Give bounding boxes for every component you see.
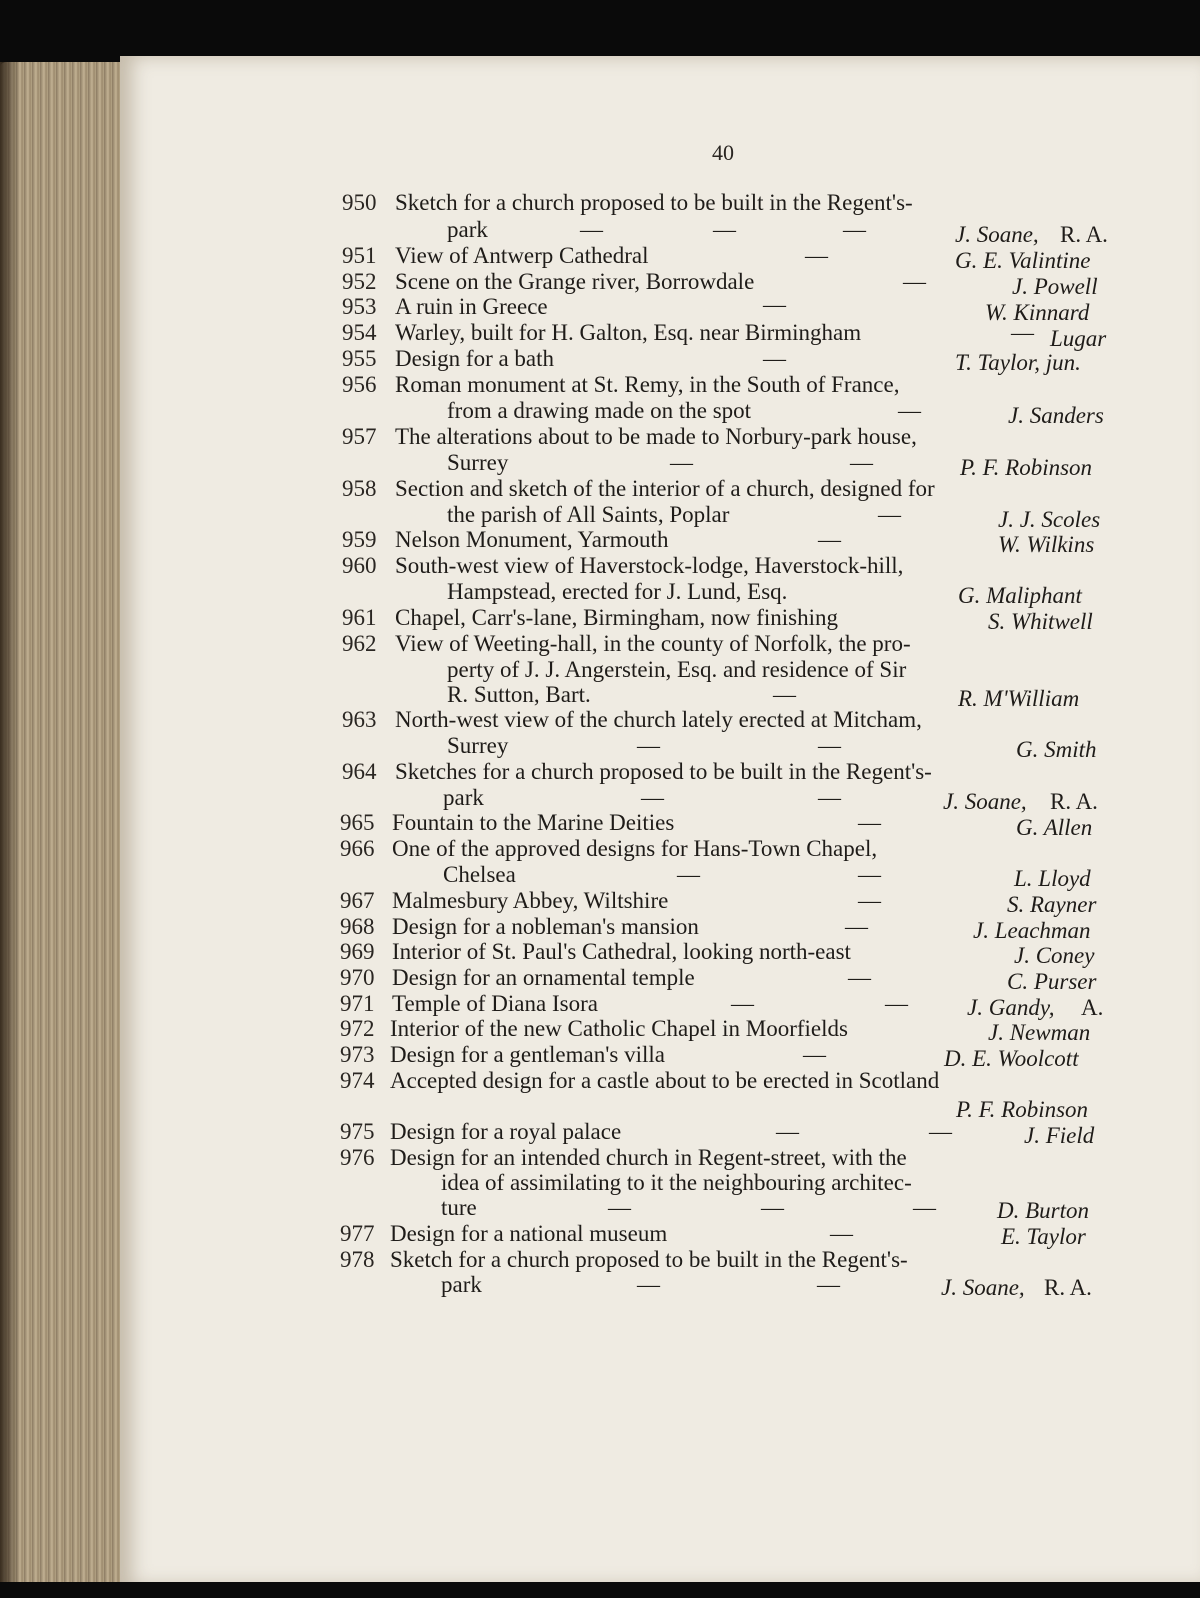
entry-author: J. J. Scoles <box>998 507 1101 532</box>
entry-title: A ruin in Greece <box>395 294 548 319</box>
entry-author: J. Powell <box>1012 274 1098 299</box>
entry-author: S. Rayner <box>1007 892 1097 917</box>
entry-title-continued: Chelsea <box>443 862 516 887</box>
entry-author: G. Smith <box>1016 737 1097 762</box>
entry-title-continued: the parish of All Saints, Poplar <box>447 502 730 527</box>
dash: — <box>903 269 926 294</box>
entry-number: 953 <box>342 294 377 319</box>
entry-number: 968 <box>340 914 375 939</box>
entry-title-continued: ture <box>441 1195 477 1220</box>
entry-title: Sketch for a church proposed to be built in the Regent's- <box>395 190 913 215</box>
entry-title: Section and sketch of the interior of a church, designed for <box>395 476 935 501</box>
entry-author: J. Soane, <box>941 1275 1025 1300</box>
entry-title: Design for an ornamental temple <box>392 965 695 990</box>
dash: — <box>1011 320 1034 345</box>
entry-title: North-west view of the church lately erected at Mitcham, <box>395 707 922 732</box>
dash: — <box>913 1195 936 1220</box>
dash: — <box>805 243 828 268</box>
entry-author: S. Whitwell <box>988 609 1093 634</box>
entry-author: G. Maliphant <box>958 583 1082 608</box>
entry-author: C. Purser <box>1007 969 1097 994</box>
entry-number: 958 <box>342 476 377 501</box>
entry-number: 975 <box>340 1119 375 1144</box>
entry-title: Scene on the Grange river, Borrowdale <box>395 269 755 294</box>
entry-title-continued: from a drawing made on the spot <box>447 398 752 423</box>
dash: — <box>845 914 868 939</box>
entry-title: Design for a nobleman's mansion <box>392 914 699 939</box>
entry-title: Interior of St. Paul's Cathedral, looking north-east <box>392 939 851 964</box>
entry-number: 960 <box>342 553 377 578</box>
entry-number: 970 <box>340 965 375 990</box>
entry-number: 972 <box>340 1016 375 1041</box>
entry-author-suffix: A. <box>1081 995 1104 1020</box>
entry-title-continued: park <box>447 217 488 242</box>
entry-author: D. E. Woolcott <box>944 1046 1079 1071</box>
entry-title: Accepted design for a castle about to be erected in Scotland <box>390 1068 940 1093</box>
entry-number: 967 <box>340 888 375 913</box>
entry-title: Sketches for a church proposed to be built in the Regent's- <box>395 759 932 784</box>
entry-title: Interior of the new Catholic Chapel in Moorfields <box>390 1016 848 1041</box>
dash: — <box>580 217 603 242</box>
entry-title: South-west view of Haverstock-lodge, Haverstock-hill, <box>395 553 904 578</box>
entry-title: The alterations about to be made to Norbury-park house, <box>395 424 917 449</box>
dash: — <box>641 785 664 810</box>
entry-title: Warley, built for H. Galton, Esq. near Birmingham <box>395 320 862 345</box>
entry-number: 956 <box>342 372 377 397</box>
entry-title-continued: Surrey <box>447 733 509 758</box>
dash: — <box>830 1221 853 1246</box>
dash: — <box>848 965 871 990</box>
entry-author: W. Wilkins <box>998 532 1095 557</box>
entry-author: J. Coney <box>1014 943 1095 968</box>
entry-number: 963 <box>342 707 377 732</box>
entry-number: 973 <box>340 1042 375 1067</box>
entry-number: 974 <box>340 1068 375 1093</box>
entry-title: Sketch for a church proposed to be built in the Regent's- <box>390 1247 908 1272</box>
entry-title: View of Weeting-hall, in the county of Norfolk, the pro- <box>395 631 911 656</box>
entry-author: J. Sanders <box>1008 403 1104 428</box>
entry-title: Fountain to the Marine Deities <box>392 810 675 835</box>
dash: — <box>670 450 693 475</box>
entry-number: 962 <box>342 631 377 656</box>
dash: — <box>818 785 841 810</box>
entry-author-suffix: R. A. <box>1044 1275 1092 1300</box>
dash: — <box>818 733 841 758</box>
dash: — <box>878 502 901 527</box>
dash: — <box>713 217 736 242</box>
entry-title: Design for a gentleman's villa <box>390 1042 665 1067</box>
entry-title-continued: idea of assimilating to it the neighbouring architec- <box>441 1170 912 1195</box>
entry-title-continued: Hampstead, erected for J. Lund, Esq. <box>447 579 788 604</box>
entry-title: Design for a royal palace <box>390 1119 622 1144</box>
entry-title: Roman monument at St. Remy, in the South of France, <box>395 372 900 397</box>
dash: — <box>885 991 908 1016</box>
entry-author-suffix: R. A. <box>1060 222 1108 247</box>
entry-number: 971 <box>340 991 375 1016</box>
dash: — <box>898 398 921 423</box>
entry-number: 978 <box>340 1247 375 1272</box>
entry-number: 951 <box>342 243 377 268</box>
entry-author: J. Soane, <box>943 789 1027 814</box>
dash: — <box>843 217 866 242</box>
dash: — <box>763 346 786 371</box>
entry-author: E. Taylor <box>1001 1224 1086 1249</box>
entry-author: P. F. Robinson <box>960 455 1093 480</box>
entry-number: 961 <box>342 605 377 630</box>
entry-number: 955 <box>342 346 377 371</box>
dash: — <box>818 527 841 552</box>
entry-author: D. Burton <box>997 1198 1089 1223</box>
dash: — <box>858 888 881 913</box>
entry-title: Chapel, Carr's-lane, Birmingham, now finishing <box>395 605 838 630</box>
dash: — <box>817 1272 840 1297</box>
entry-number: 964 <box>342 759 377 784</box>
entry-author: R. M'William <box>958 686 1080 711</box>
entry-title-continued: R. Sutton, Bart. <box>447 682 591 707</box>
entry-number: 966 <box>340 836 375 861</box>
entry-author: T. Taylor, jun. <box>955 350 1081 375</box>
dash: — <box>929 1119 952 1144</box>
entry-number: 976 <box>340 1145 375 1170</box>
entry-author: P. F. Robinson <box>956 1097 1089 1122</box>
entry-number: 952 <box>342 269 377 294</box>
entry-author: L. Lloyd <box>1014 866 1091 891</box>
entry-author: J. Soane, <box>955 222 1039 247</box>
dash: — <box>803 1042 826 1067</box>
dash: — <box>776 1119 799 1144</box>
entry-author: J. Leachman <box>973 918 1091 943</box>
entry-author: J. Field <box>1024 1123 1095 1148</box>
dash: — <box>761 1195 784 1220</box>
entry-title-continued: park <box>441 1272 482 1297</box>
entry-number: 969 <box>340 939 375 964</box>
entry-number: 957 <box>342 424 377 449</box>
entry-title-continued: perty of J. J. Angerstein, Esq. and residence of Sir <box>447 657 907 682</box>
entry-author-suffix: R. A. <box>1050 789 1098 814</box>
entry-number: 950 <box>342 190 377 215</box>
dash: — <box>858 862 881 887</box>
entry-author: W. Kinnard <box>985 300 1090 325</box>
entry-title: Design for an intended church in Regent-street, with the <box>390 1145 907 1170</box>
entry-title: Design for a bath <box>395 346 555 371</box>
entry-title: Malmesbury Abbey, Wiltshire <box>392 888 669 913</box>
dash: — <box>637 1272 660 1297</box>
entry-title: Design for a national museum <box>390 1221 668 1246</box>
entry-number: 954 <box>342 320 377 345</box>
dash: — <box>637 733 660 758</box>
dash: — <box>608 1195 631 1220</box>
entry-number: 959 <box>342 527 377 552</box>
entry-title: One of the approved designs for Hans-Town Chapel, <box>392 836 878 861</box>
dash: — <box>677 862 700 887</box>
entry-number: 977 <box>340 1221 375 1246</box>
entry-author: G. Allen <box>1016 815 1093 840</box>
entry-number: 965 <box>340 810 375 835</box>
dash: — <box>763 292 786 317</box>
dash: — <box>731 991 754 1016</box>
entry-title: Nelson Monument, Yarmouth <box>395 527 669 552</box>
entry-author: J. Gandy, <box>967 995 1055 1020</box>
entry-title-continued: Surrey <box>447 450 509 475</box>
entry-author: J. Newman <box>988 1020 1091 1045</box>
page-number: 40 <box>712 140 734 165</box>
dash: — <box>850 450 873 475</box>
dash: — <box>773 682 796 707</box>
entry-author: G. E. Valintine <box>955 248 1091 273</box>
dash: — <box>858 810 881 835</box>
entry-title: Temple of Diana Isora <box>392 991 598 1016</box>
entry-title-continued: park <box>443 785 484 810</box>
entry-title: View of Antwerp Cathedral <box>395 243 649 268</box>
entry-author: Lugar <box>1050 326 1107 351</box>
